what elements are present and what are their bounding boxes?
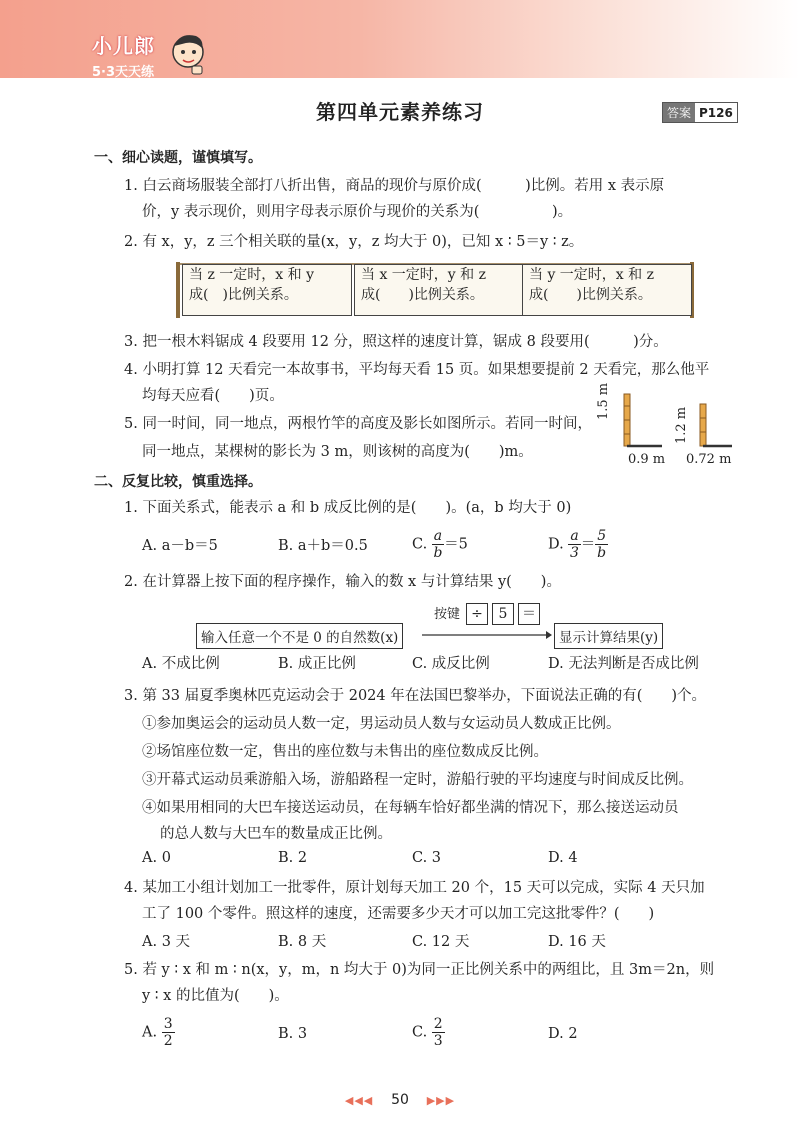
condition-boxes xyxy=(176,262,694,318)
section2-heading: 二、反复比较，慎重选择。 xyxy=(94,474,262,490)
flow-input-box: 输入任意一个不是 0 的自然数(x) xyxy=(196,623,403,649)
condition-box-1 xyxy=(182,264,352,316)
s2-q1-option-a: A. a－b＝5 xyxy=(142,538,218,554)
option-a-label: A. xyxy=(142,1024,158,1041)
s2-q4-option-c: C. 12 天 xyxy=(412,934,470,950)
box3-line1: 当 y 一定时，x 和 z xyxy=(529,267,654,283)
s1-q4-line2: 均每天应看( )页。 xyxy=(142,388,284,404)
answer-page: P126 xyxy=(699,105,733,120)
s2-q4-option-d: D. 16 天 xyxy=(548,934,606,950)
s2-q3-statement-4-line2: 的总人数与大巴车的数量成正比例。 xyxy=(160,826,392,842)
right-arrows-icon: ▶▶▶ xyxy=(426,1094,456,1107)
s2-q2-option-c: C. 成反比例 xyxy=(412,656,490,672)
box2-line2: 成( )比例关系。 xyxy=(361,287,484,303)
fraction-5-over-b: $\frac{5}{b}$ xyxy=(597,528,607,561)
s2-q4-line1: 4. 某加工小组计划加工一批零件，原计划每天加工 20 个，15 天可以完成，实际 4 天只加 xyxy=(124,880,705,896)
s2-q5-option-c xyxy=(412,1016,445,1049)
s2-q3-statement-4-line1: ④如果用相同的大巴车接送运动员，在每辆车恰好都坐满的情况下，那么接送运动员 xyxy=(142,800,679,816)
s1-q4-line1: 4. 小明打算 12 天看完一本故事书，平均每天看 15 页。如果想要提前 2 天看完，那么他平 xyxy=(124,362,710,378)
fraction-a-over-3: $\frac{a}{3}$ xyxy=(570,528,579,561)
option-c-label: C. xyxy=(412,536,428,553)
flow-arrow-icon xyxy=(422,623,552,643)
condition-box-3 xyxy=(522,264,692,316)
page-number: 50 xyxy=(391,1092,409,1108)
s2-q4-option-b: B. 8 天 xyxy=(278,934,327,950)
fraction-3-over-2: $\frac{3}{2}$ xyxy=(163,1016,173,1049)
flow-output-box: 显示计算结果(y) xyxy=(554,623,663,649)
option-d-label: D. xyxy=(548,536,564,553)
five-key: 5 xyxy=(492,603,514,625)
s2-q1-option-c xyxy=(412,528,468,561)
divide-key: ÷ xyxy=(466,603,488,625)
page-footer xyxy=(0,1092,800,1108)
s2-q3-statement-2: ②场馆座位数一定，售出的座位数与未售出的座位数成反比例。 xyxy=(142,744,548,760)
s1-q2: 2. 有 x，y，z 三个相关联的量(x，y，z 均大于 0)，已知 x ∶ 5＝y ∶ z。 xyxy=(124,234,584,250)
section1-heading: 一、细心读题，谨慎填写。 xyxy=(94,150,262,166)
box1-line2: 成( )比例关系。 xyxy=(189,287,298,303)
s2-q1-option-b: B. a＋b＝0.5 xyxy=(278,538,368,554)
s2-q2-option-b: B. 成正比例 xyxy=(278,656,356,672)
pole1-height-label: 1.5 m xyxy=(596,382,611,420)
pole2-shadow-label: 0.72 m xyxy=(686,452,732,467)
s1-q1-line2: 价，y 表示现价，则用字母表示原价与现价的关系为( )。 xyxy=(142,204,573,220)
s2-q3-statement-3: ③开幕式运动员乘游船入场，游船路程一定时，游船行驶的平均速度与时间成反比例。 xyxy=(142,772,693,788)
box1-line1: 当 z 一定时，x 和 y xyxy=(189,267,314,283)
fraction-a-over-b: $\frac{a}{b}$ xyxy=(433,528,443,561)
s2-q3: 3. 第 33 届夏季奥林匹克运动会于 2024 年在法国巴黎举办，下面说法正确的有( )个。 xyxy=(124,688,707,704)
s2-q2: 2. 在计算器上按下面的程序操作，输入的数 x 与计算结果 y( )。 xyxy=(124,574,561,590)
s1-q3: 3. 把一根木料锯成 4 段要用 12 分，照这样的速度计算，锯成 8 段要用( )分。 xyxy=(124,334,668,350)
s2-q3-option-b: B. 2 xyxy=(278,850,308,866)
s2-q3-option-a: A. 0 xyxy=(142,850,171,866)
pole1-shadow-label: 0.9 m xyxy=(628,452,666,467)
fraction-2-over-3: $\frac{2}{3}$ xyxy=(433,1016,443,1049)
flow-key-label: 按键 xyxy=(434,607,461,622)
s1-q1-line1: 1. 白云商场服装全部打八折出售，商品的现价与原价成( )比例。若用 x 表示原 xyxy=(124,178,665,194)
s2-q4-line2: 工了 100 个零件。照这样的速度，还需要多少天才可以加工完这批零件？( ) xyxy=(142,906,655,922)
s2-q2-option-a: A. 不成比例 xyxy=(142,656,220,672)
equals-sign: ＝ xyxy=(580,536,596,553)
s2-q2-option-d: D. 无法判断是否成比例 xyxy=(548,656,699,672)
equals-key: ＝ xyxy=(518,603,540,625)
pole2-height-label: 1.2 m xyxy=(674,406,689,444)
answer-tag: 答案 xyxy=(663,103,695,122)
series-name: 5·3天天练 xyxy=(92,65,155,80)
s2-q3-option-c: C. 3 xyxy=(412,850,442,866)
s2-q5-option-b: B. 3 xyxy=(278,1026,308,1042)
condition-box-2 xyxy=(354,264,524,316)
s1-q5-line1: 5. 同一时间，同一地点，两根竹竿的高度及影长如图所示。若同一时间， xyxy=(124,416,592,432)
s1-q5-line2: 同一地点，某棵树的影长为 3 m，则该树的高度为( )m。 xyxy=(142,444,533,460)
s2-q5-option-a xyxy=(142,1016,175,1049)
box2-line1: 当 x 一定时，y 和 z xyxy=(361,267,486,283)
left-arrows-icon: ◀◀◀ xyxy=(344,1094,374,1107)
option-c-rhs: ＝5 xyxy=(444,536,468,553)
brand-name: 小儿郎 xyxy=(92,34,155,58)
s2-q5-line1: 5. 若 y ∶ x 和 m ∶ n(x，y，m，n 均大于 0)为同一正比例关系中的两组比，且 3m＝2n，则 xyxy=(124,962,715,978)
s2-q5-option-d: D. 2 xyxy=(548,1026,578,1042)
calculator-flowchart xyxy=(196,603,736,651)
brand-logo xyxy=(92,30,155,80)
answer-reference xyxy=(662,102,738,123)
s2-q3-statement-1: ①参加奥运会的运动员人数一定，男运动员人数与女运动员人数成正比例。 xyxy=(142,716,621,732)
mascot-icon xyxy=(168,30,208,76)
s2-q1-option-d xyxy=(548,528,608,561)
s2-q3-option-d: D. 4 xyxy=(548,850,578,866)
box3-line2: 成( )比例关系。 xyxy=(529,287,652,303)
s2-q1: 1. 下面关系式，能表示 a 和 b 成反比例的是( )。(a，b 均大于 0) xyxy=(124,500,572,516)
s2-q5-line2: y ∶ x 的比值为( )。 xyxy=(142,988,289,1004)
s2-q4-option-a: A. 3 天 xyxy=(142,934,191,950)
option-c-label: C. xyxy=(412,1024,428,1041)
page-title: 第四单元素养练习 xyxy=(316,100,484,124)
